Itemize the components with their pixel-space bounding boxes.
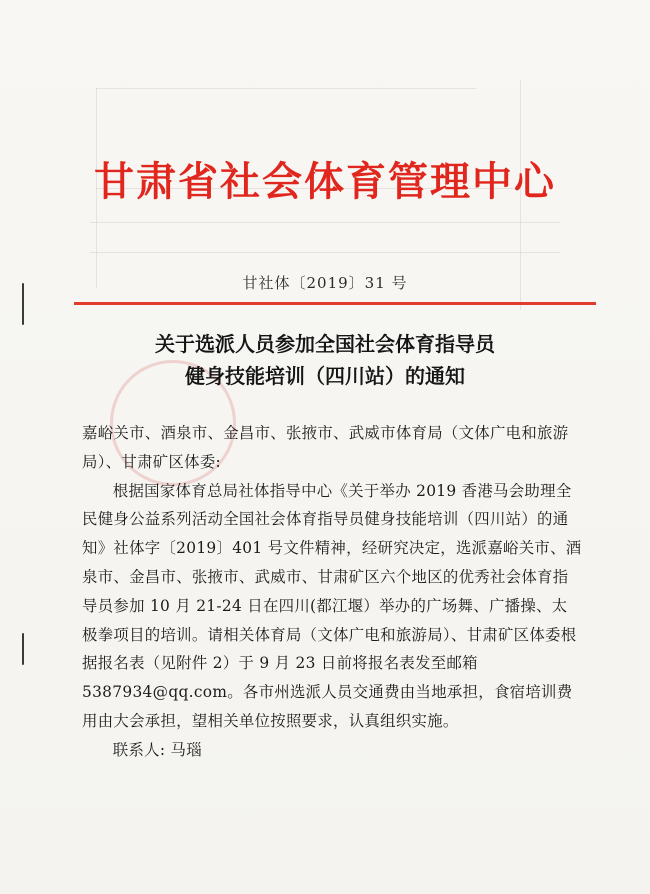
notice-title (0, 328, 650, 392)
notice-title-line-1: 关于选派人员参加全国社会体育指导员 (155, 332, 495, 356)
document-number: 甘社体〔2019〕31 号 (242, 274, 408, 292)
contact-person: 联系人: 马瑙 (112, 740, 202, 759)
addressee: 嘉峪关市、酒泉市、金昌市、张掖市、武威市体育局（文体广电和旅游局）、甘肃矿区体委: (82, 424, 569, 471)
bleed-line (96, 88, 476, 89)
bleed-line (90, 252, 560, 253)
bleed-line (90, 222, 560, 223)
red-divider (74, 302, 596, 305)
notice-title-line-2: 健身技能培训（四川站）的通知 (185, 364, 465, 388)
notice-body (82, 419, 582, 765)
edge-mark (22, 633, 24, 665)
body-paragraph: 根据国家体育总局社体指导中心《关于举办 2019 香港马会助理全民健身公益系列活动全国社会体育指导员健身技能培训（四川站）的通知》社体字〔2019〕401 号文件精神，经研究决定，选派嘉峪关市、酒泉市、金昌市、张掖市、武威市、甘肃矿区六个地区的优秀社会体育指导员参加 10 月 21-24 日在四川(都江堰）举办的广场舞、广播操、太极拳项目的培训。请相关体育局（文体广电和旅游局）、甘肃矿区体委根据报名表（见附件 2）于 9 月 23 日前将报名表发至邮箱 5387934@qq.com。各市州选派人员交通费由当地承担，食宿培训费用由大会承担，望相关单位按照要求，认真组织实施。 (82, 481, 582, 730)
org-name-header: 甘肃省社会体育管理中心 (94, 159, 556, 205)
